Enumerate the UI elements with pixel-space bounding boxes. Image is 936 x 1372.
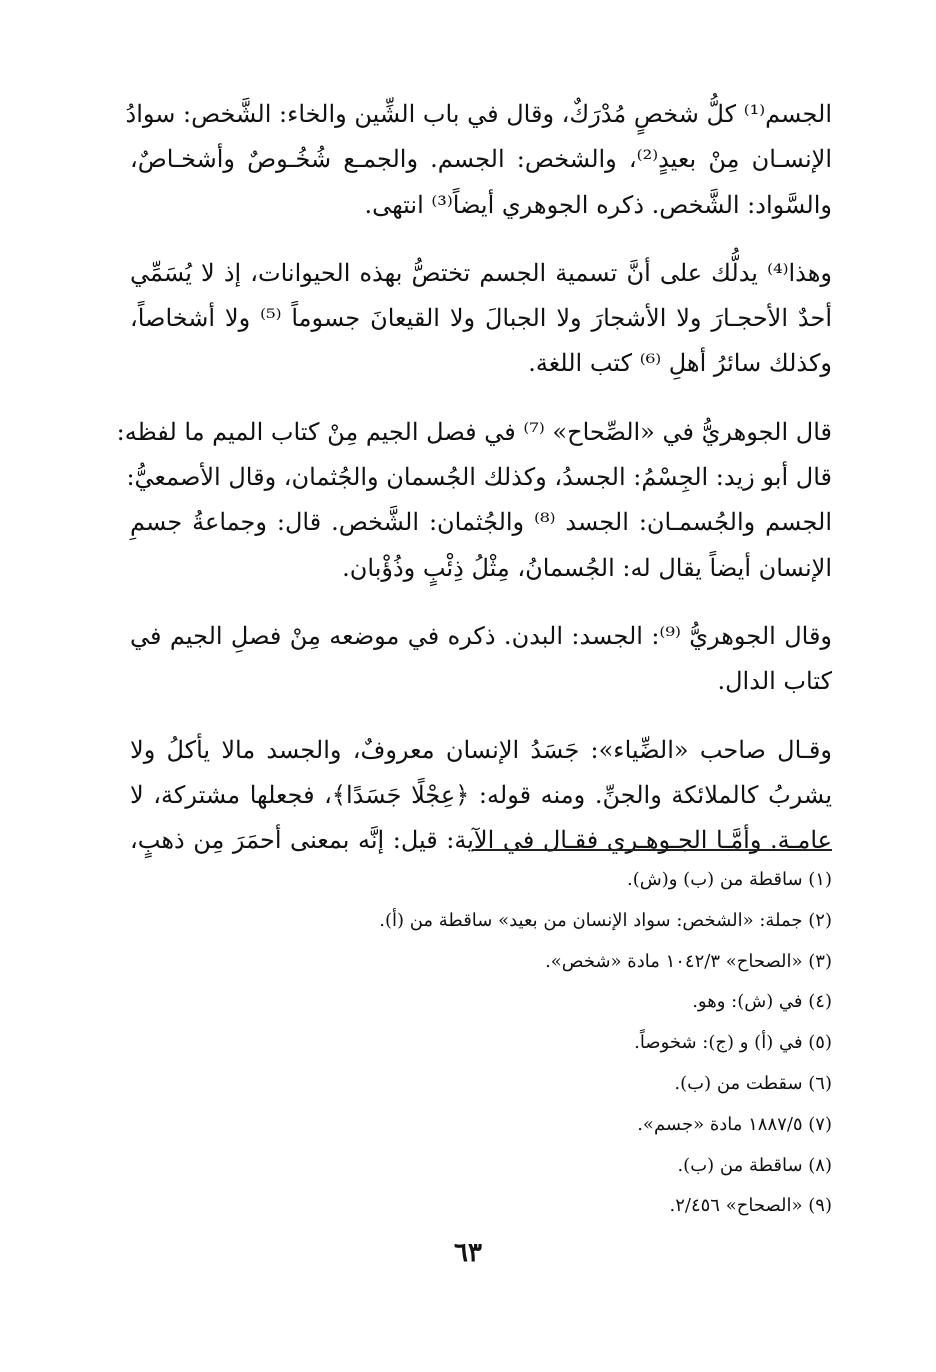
text-line: كتاب الدال. bbox=[717, 667, 832, 696]
text-line: الجسم⁽¹⁾ كلُّ شخصٍ مُدْرَكٌ، وقال في باب الشِّين والخاء: الشَّخص: سوادُ bbox=[125, 100, 832, 128]
text-line: عامـة. وأمَّـا الجـوهـري فقـال في الآية: قيل: إنَّه بمعنى أحمَرَ مِن ذهبٍ، bbox=[130, 826, 832, 855]
paragraph-1 bbox=[125, 92, 833, 228]
footnotes bbox=[300, 860, 832, 1227]
text-line: الإنسـان مِنْ بعيدٍ⁽²⁾، والشخص: الجسم. والجمـع شُخُـوصٌ وأشخـاصٌ، bbox=[130, 145, 833, 174]
footnote: (٣) «الصحاح» ١٠٤٢/٣ مادة «شخص». bbox=[545, 950, 832, 972]
footnote: (٢) جملة: «الشخص: سواد الإنسان من بعيد» ساقطة من (أ). bbox=[379, 909, 832, 931]
paragraph-2 bbox=[130, 251, 832, 387]
text-line: قال الجوهريُّ في «الصِّحاح» ⁽⁷⁾ في فصل الجيم مِنْ كتاب الميم ما لفظه: bbox=[116, 417, 832, 446]
footnote: (٦) سقطت من (ب). bbox=[674, 1072, 832, 1094]
footnote-separator bbox=[472, 849, 832, 851]
text-line: وقـال صاحب «الضِّياء»: جَسَدُ الإنسان معروفٌ، والجسد مالا يأكلُ ولا bbox=[130, 735, 832, 764]
text-line: وهذا⁽⁴⁾ يدلُّك على أنَّ تسمية الجسم تختصُّ بهذه الحيوانات، إذ لا يُسَمِّي bbox=[130, 258, 832, 287]
footnote: (٥) في (أ) و (ج): شخوصاً. bbox=[634, 1032, 832, 1054]
paragraph-4 bbox=[130, 614, 832, 705]
footnote: (٧) ١٨٨٧/٥ مادة «جسم». bbox=[637, 1113, 832, 1135]
main-text bbox=[116, 92, 833, 886]
text-line: والسَّواد: الشَّخص. ذكره الجوهري أيضاً⁽³⁾ انتهى. bbox=[364, 190, 832, 219]
footnote: (٩) «الصحاح» ٢/٤٥٦. bbox=[669, 1195, 832, 1217]
text-line: يشربُ كالملائكة والجنِّ. ومنه قوله: ﴿عِجْلًا جَسَدًا﴾، فجعلها مشتركة، لا bbox=[130, 780, 832, 809]
page-number: ٦٣ bbox=[454, 1238, 482, 1268]
text-line: الإنسان أيضاً يقال له: الجُسمانُ، مِثْلُ ذِئْبٍ وذُؤْبان. bbox=[342, 553, 832, 582]
text-line: أحدٌ الأحجـارَ ولا الأشجارَ ولا الجبالَ ولا القيعانَ جسوماً ⁽⁵⁾ ولا أشخاصاً، bbox=[130, 304, 833, 333]
text-line: وقال الجوهريُّ ⁽⁹⁾: الجسد: البدن. ذكره في موضعه مِنْ فصلِ الجيم في bbox=[130, 621, 833, 650]
paragraph-3 bbox=[116, 410, 832, 591]
text-line: قال أبو زيد: الجِسْمُ: الجسدُ، وكذلك الجُسمان والجُثمان، وقال الأصمعيُّ: bbox=[126, 463, 832, 492]
footnote: (٤) في (ش): وهو. bbox=[692, 991, 832, 1013]
footnote: (١) ساقطة من (ب) و(ش). bbox=[627, 869, 832, 890]
paragraph-5 bbox=[130, 728, 832, 864]
text-line: وكذلك سائرُ أهلِ ⁽⁶⁾ كتب اللغة. bbox=[528, 349, 832, 378]
text-line: الجسم والجُسمـان: الجسد ⁽⁸⁾ والجُثمان: الشَّخص. قال: وجماعةُ جسمِ bbox=[130, 508, 832, 537]
footnote: (٨) ساقطة من (ب). bbox=[677, 1154, 832, 1176]
